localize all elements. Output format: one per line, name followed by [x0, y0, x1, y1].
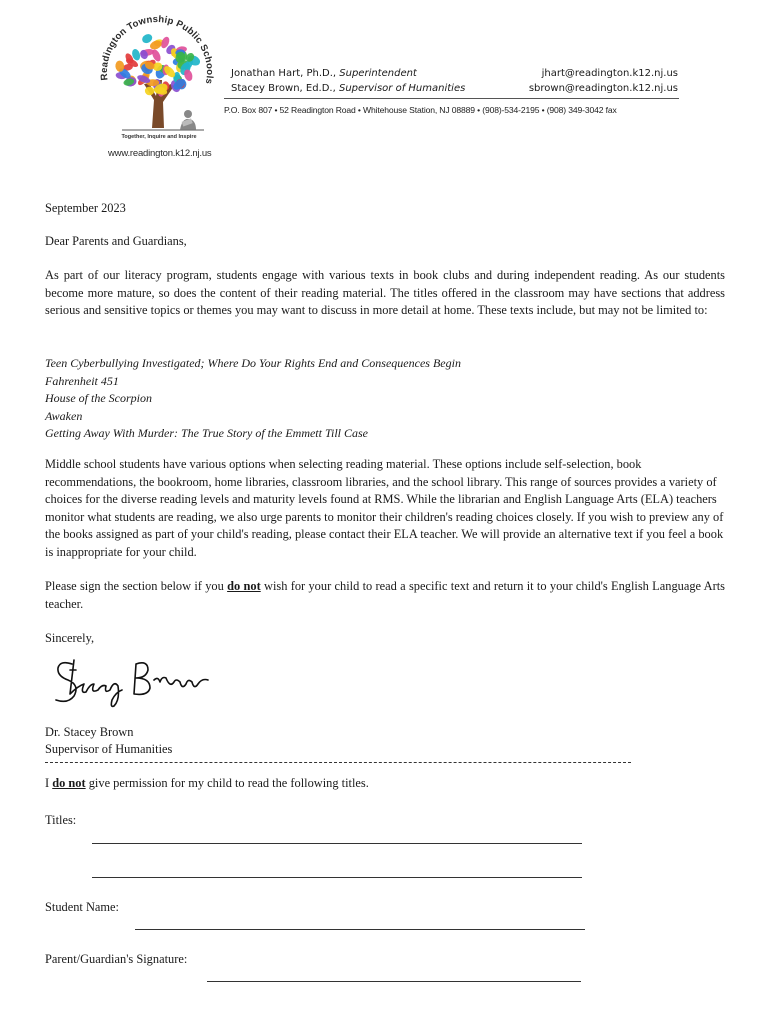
school-logo [92, 10, 222, 145]
cut-line-divider [45, 762, 631, 763]
emphasis-do-not: do not [52, 776, 86, 790]
book-titles-list [45, 355, 725, 443]
reading-child-icon [180, 110, 196, 130]
email-hart[interactable]: jhart@readington.k12.nj.us [541, 68, 678, 79]
letter-salutation: Dear Parents and Guardians, [45, 234, 187, 248]
book-title: Teen Cyberbullying Investigated; Where Do Your Rights End and Consequences Begin [45, 356, 461, 370]
signature-image [50, 650, 215, 710]
header-emails [500, 66, 678, 96]
logo-tagline: Together, Inquire and Inspire [121, 134, 197, 140]
letter-paragraph-3: Please sign the section below if you do not wish for your child to read a specific text and return it to your child's English Language Arts teacher. [45, 579, 725, 611]
parent-signature-label: Parent/Guardian's Signature: [45, 952, 188, 966]
tree-leaves-icon [115, 32, 202, 97]
book-title: Getting Away With Murder: The True Story of the Emmett Till Case [45, 426, 368, 440]
book-title: House of the Scorpion [45, 391, 152, 405]
header-address: P.O. Box 807 • 52 Readington Road • Whitehouse Station, NJ 08889 • (908)-534-2195 • (908) 349-3042 fax [224, 105, 617, 115]
logo-arc-text: Readington Township Public Schools [98, 13, 216, 85]
letter-paragraph-2: Middle school students have various options when selecting reading material. These options include self-selection, book recommendations, the bookroom, home libraries, classroom libraries, and the school library. This range of sources provides a variety of choices for the diverse reading levels and maturity levels found at RMS. While the librarian and English Language Arts (ELA) teachers monitor what students are reading, we also urge parents to monitor their children's reading choices closely. If you wish to preview any of the books assigned as part of your child's reading, please contact their ELA teacher. We will provide an alternative text if you feel a book is inappropriate for your child. [45, 457, 724, 559]
website-link[interactable]: www.readington.k12.nj.us [108, 148, 212, 159]
book-title: Fahrenheit 451 [45, 373, 119, 388]
letter-closing: Sincerely, [45, 631, 95, 645]
letter-paragraph-1: As part of our literacy program, students engage with various texts in book clubs and during independent reading. As our students become more mature, so does the content of their reading material. The titles offered in the classroom may have sections that address serious and sensitive topics or themes you may want to discuss in more detail at home. These texts include, but may not be limited to: [45, 268, 725, 317]
permission-statement: I do not give permission for my child to read the following titles. [45, 776, 369, 790]
student-name-input-line[interactable] [135, 929, 585, 930]
book-title: Awaken [45, 408, 83, 423]
signer-title: Supervisor of Humanities [45, 742, 173, 756]
email-brown[interactable]: sbrown@readington.k12.nj.us [528, 83, 678, 94]
titles-input-line-2[interactable] [92, 877, 582, 878]
titles-input-line-1[interactable] [92, 843, 582, 844]
official-line-2: Stacey Brown, Ed.D., Supervisor of Humanities [231, 83, 466, 94]
leaf-icon [145, 87, 154, 96]
header-officials [231, 66, 465, 96]
official-line-1: Jonathan Hart, Ph.D., Superintendent [231, 68, 417, 79]
student-name-label: Student Name: [45, 900, 119, 914]
parent-signature-input-line[interactable] [207, 981, 581, 982]
letter-date: September 2023 [45, 201, 126, 215]
header-divider [224, 98, 679, 99]
signer-name: Dr. Stacey Brown [45, 725, 134, 739]
emphasis-do-not: do not [227, 579, 261, 593]
titles-label: Titles: [45, 813, 77, 827]
